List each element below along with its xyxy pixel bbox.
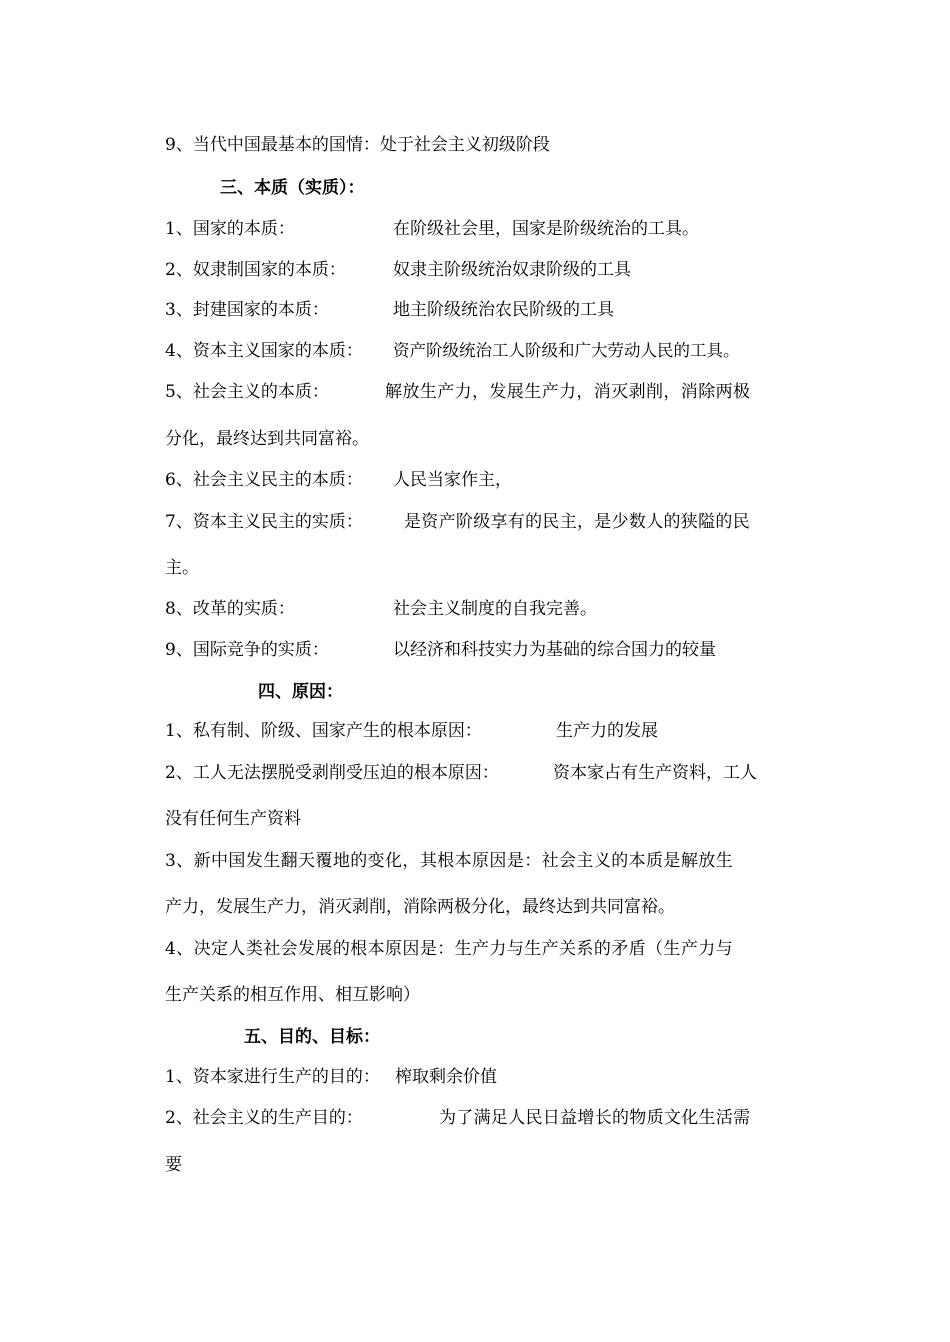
section-heading-essence: 三、本质（实质）： xyxy=(220,178,365,198)
item-continuation: 没有任何生产资料 xyxy=(165,809,301,829)
item-value: 榨取剩余价值 xyxy=(395,1067,497,1087)
section-heading-causes: 四、原因： xyxy=(258,682,343,702)
item-value: 奴隶主阶级统治奴隶阶级的工具 xyxy=(393,260,631,280)
item-label: 3、封建国家的本质： xyxy=(165,300,329,320)
item-label: 2、社会主义的生产目的： xyxy=(165,1108,363,1128)
item-label: 1、资本家进行生产的目的： xyxy=(165,1067,380,1087)
item-continuation: 分化，最终达到共同富裕。 xyxy=(165,429,369,449)
item-text: 4、决定人类社会发展的根本原因是：生产力与生产关系的矛盾（生产力与 xyxy=(165,939,734,959)
item-text: 3、新中国发生翻天覆地的变化，其根本原因是：社会主义的本质是解放生 xyxy=(165,851,734,871)
item-label: 2、工人无法摆脱受剥削受压迫的根本原因： xyxy=(165,763,499,783)
item-continuation: 主。 xyxy=(165,558,199,578)
item-value: 在阶级社会里，国家是阶级统治的工具。 xyxy=(393,219,699,239)
item-value: 生产力的发展 xyxy=(556,721,658,741)
item-label: 2、奴隶制国家的本质： xyxy=(165,260,346,280)
item-value: 为了满足人民日益增长的物质文化生活需 xyxy=(439,1108,751,1128)
item-value: 社会主义制度的自我完善。 xyxy=(393,599,597,619)
item-label: 8、改革的实质： xyxy=(165,599,295,619)
intro-line-9: 9、当代中国最基本的国情：处于社会主义初级阶段 xyxy=(165,135,550,155)
item-continuation: 要 xyxy=(165,1155,182,1175)
item-value: 是资产阶级享有的民主，是少数人的狭隘的民 xyxy=(404,512,750,532)
item-continuation: 生产关系的相互作用、相互影响） xyxy=(165,985,420,1005)
item-label: 7、资本主义民主的实质： xyxy=(165,512,363,532)
item-value: 资产阶级统治工人阶级和广大劳动人民的工具。 xyxy=(393,341,740,360)
item-label: 4、资本主义国家的本质： xyxy=(165,341,363,361)
item-label: 9、国际竞争的实质： xyxy=(165,640,329,660)
item-value: 人民当家作主， xyxy=(393,470,512,490)
item-value: 资本家占有生产资料，工人 xyxy=(553,763,757,783)
item-label: 1、私有制、阶级、国家产生的根本原因： xyxy=(165,721,482,741)
item-value: 地主阶级统治农民阶级的工具 xyxy=(393,300,614,320)
item-label: 5、社会主义的本质： xyxy=(165,382,329,402)
item-value: 解放生产力，发展生产力，消灭剥削，消除两极 xyxy=(385,382,751,402)
section-heading-purposes: 五、目的、目标： xyxy=(244,1027,380,1047)
item-value: 以经济和科技实力为基础的综合国力的较量 xyxy=(393,640,716,660)
item-label: 1、国家的本质： xyxy=(165,219,295,239)
item-label: 6、社会主义民主的本质： xyxy=(165,470,363,490)
item-continuation: 产力，发展生产力，消灭剥削，消除两极分化，最终达到共同富裕。 xyxy=(165,897,675,917)
